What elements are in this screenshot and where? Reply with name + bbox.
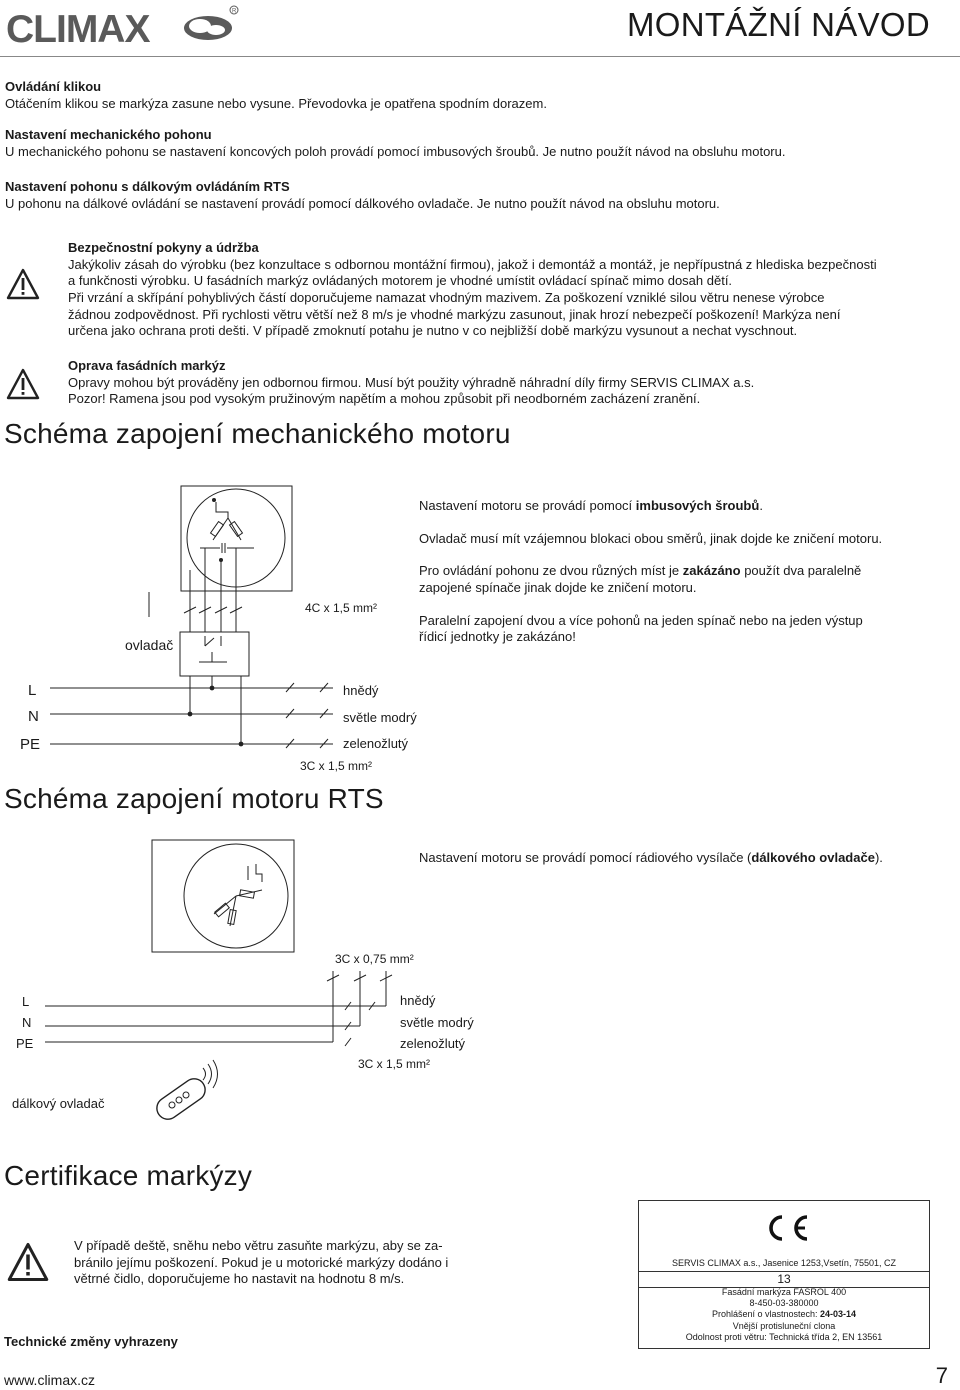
remote-control-icon	[153, 1075, 210, 1124]
mech-N-label: N	[28, 708, 39, 725]
mech-note-3b: zapojené spínače jinak dojde ke zničení motoru.	[419, 579, 697, 595]
mech-note-4b: řídicí jednotky je zakázáno!	[419, 629, 576, 645]
safety-heading: Bezpečnostní pokyny a údržba	[68, 240, 259, 255]
section-crank	[5, 79, 547, 112]
crank-text: Otáčením klikou se markýza zasune nebo vysune. Převodovka je opatřena spodním dorazem.	[5, 95, 547, 111]
mech-L-label: L	[28, 682, 37, 699]
mech-wire-blue: světle modrý	[343, 710, 417, 725]
cert-line-3: větrné čidlo, doporučujeme ho nastavit na hodnotu 8 m/s.	[74, 1271, 405, 1287]
safety-line-3: Při vrzání a skřípání pohyblivých částí doporučujeme namazat vhodným mazivem. Za poškození vzniklé silou větru nenese výrobce	[68, 289, 825, 305]
mech-wire-brown: hnědý	[343, 683, 379, 698]
rts-cable-bottom-label: 3C x 1,5 mm²	[358, 1057, 431, 1071]
controller-box	[180, 632, 249, 676]
rts-note: Nastavení motoru se provádí pomocí rádiového vysílače (dálkového ovladače).	[419, 850, 883, 865]
mech-notes	[419, 498, 939, 646]
cert-line-2: bránilo jejímu poškození. Pokud je u motorické markýzy dodáno i	[74, 1254, 449, 1270]
cert-text	[74, 1238, 448, 1288]
document-title: MONTÁŽNÍ NÁVOD	[626, 6, 930, 43]
rts-PE-label: PE	[16, 1036, 34, 1051]
ce-code: 8-450-03-380000	[749, 1298, 819, 1308]
mech-schema-title: Schéma zapojení mechanického motoru	[4, 418, 511, 449]
ce-wind: Odolnost proti větru: Technická třída 2, EN 13561	[685, 1332, 883, 1342]
mech-heading: Nastavení mechanického pohonu	[5, 127, 212, 142]
ce-product: Fasádní markýza FASROL 400	[721, 1287, 847, 1297]
rts-wiring-diagram	[0, 830, 420, 1130]
tech-changes-note: Technické změny vyhrazeny	[4, 1334, 178, 1349]
mech-cable-bottom-label: 3C x 1,5 mm²	[300, 759, 373, 773]
logo-text: CLIMAX	[6, 8, 150, 48]
cert-title: Certifikace markýzy	[4, 1160, 253, 1191]
rts-L-label: L	[22, 994, 30, 1009]
logo-cloud-icon	[184, 6, 238, 40]
header-divider	[0, 56, 960, 57]
safety-line-1: Jakýkoliv zásah do výrobku (bez konzultace s odbornou montážní firmou), jakož i demontáž a montáž, je nepřípustná z hlediska bezpečnosti	[68, 256, 877, 272]
mech-note-4: Paralelní zapojení dvou a více pohonů na jeden spínač nebo na jeden výstup	[419, 612, 863, 628]
warning-icon	[6, 268, 40, 300]
ce-protect: Vnější protisluneční clona	[732, 1321, 836, 1331]
mech-wiring-diagram	[0, 470, 410, 780]
warning-icon	[6, 1242, 50, 1282]
mech-note-2: Ovladač musí mít vzájemnou blokaci obou směrů, jinak dojde ke zničení motoru.	[419, 530, 883, 546]
safety-line-4: žádnou zodpovědnost. Při rychlosti větru větší než 8 m/s je vhodné markýzu zasunout, jinak hrozí nebezpečí poškození! Markýza není	[68, 306, 841, 322]
rts-cable-top-label: 3C x 0,75 mm²	[335, 952, 414, 966]
section-mech	[5, 127, 785, 160]
repair-line-1: Opravy mohou být prováděny jen odbornou firmou. Musí být použity výhradně náhradní díly firmy SERVIS CLIMAX a.s.	[68, 374, 755, 390]
repair-heading: Oprava fasádních markýz	[68, 358, 226, 373]
rts-text: U pohonu na dálkové ovládání se nastavení provádí pomocí dálkového ovladače. Je nutno použít návod na obsluhu motoru.	[5, 195, 720, 211]
mech-note-1: Nastavení motoru se provádí pomocí imbusových šroubů.	[419, 498, 763, 513]
climax-logo	[4, 4, 240, 48]
repair-line-2: Pozor! Ramena jsou pod vysokým pružinovým napětím a mohou způsobit při neodborném zacházení zranění.	[68, 391, 701, 407]
mech-PE-label: PE	[20, 736, 41, 753]
ce-company: SERVIS CLIMAX a.s., Jasenice 1253,Vsetín, 75501, CZ	[639, 1258, 929, 1272]
page-number: 7	[935, 1363, 948, 1388]
crank-heading: Ovládání klikou	[5, 79, 102, 94]
rts-N-label: N	[22, 1015, 32, 1030]
cert-line-1: V případě deště, sněhu nebo větru zasuňte markýzu, aby se za-	[74, 1238, 443, 1253]
section-repair	[68, 358, 754, 408]
warning-icon	[6, 368, 40, 400]
svg-text:R: R	[232, 8, 237, 15]
rts-wire-blue: světle modrý	[400, 1015, 474, 1030]
safety-line-2: a funkčnosti výrobku. U fasádních markýz ovládaných motorem je vhodné umístit ovládací spínač mimo dosah dětí.	[68, 273, 733, 289]
rts-heading: Nastavení pohonu s dálkovým ovládáním RTS	[5, 179, 290, 194]
safety-line-5: určena jako ochrana proti dešti. V případě zmoknutí potahu je nutno v co nejbližší době markýzu vysunout a nechat vyschnout.	[68, 323, 798, 339]
rts-schema-title: Schéma zapojení motoru RTS	[4, 783, 384, 814]
section-safety	[68, 240, 877, 340]
mech-note-3: Pro ovládání pohonu ze dvou různých míst je zakázáno použít dva paralelně	[419, 563, 862, 579]
mech-cable-top-label: 4C x 1,5 mm²	[305, 601, 378, 615]
mech-text: U mechanického pohonu se nastavení koncových poloh provádí pomocí imbusových šroubů. Je nutno použít návod na obsluhu motoru.	[5, 143, 786, 159]
ce-year: 13	[639, 1272, 929, 1288]
rts-wire-green-yellow: zelenožlutý	[400, 1036, 466, 1051]
remote-label: dálkový ovladač	[12, 1096, 105, 1111]
ce-mark-icon	[760, 1213, 812, 1243]
ce-declaration: Prohlášení o vlastnostech: 24-03-14	[711, 1309, 857, 1319]
footer-url: www.climax.cz	[4, 1372, 96, 1388]
ce-label-box	[638, 1200, 930, 1349]
rts-wire-brown: hnědý	[400, 993, 436, 1008]
mech-wire-green-yellow: zelenožlutý	[343, 736, 409, 751]
switch-label: ovladač	[125, 637, 174, 653]
rts-motor-box	[152, 840, 294, 952]
section-rts	[5, 179, 720, 212]
